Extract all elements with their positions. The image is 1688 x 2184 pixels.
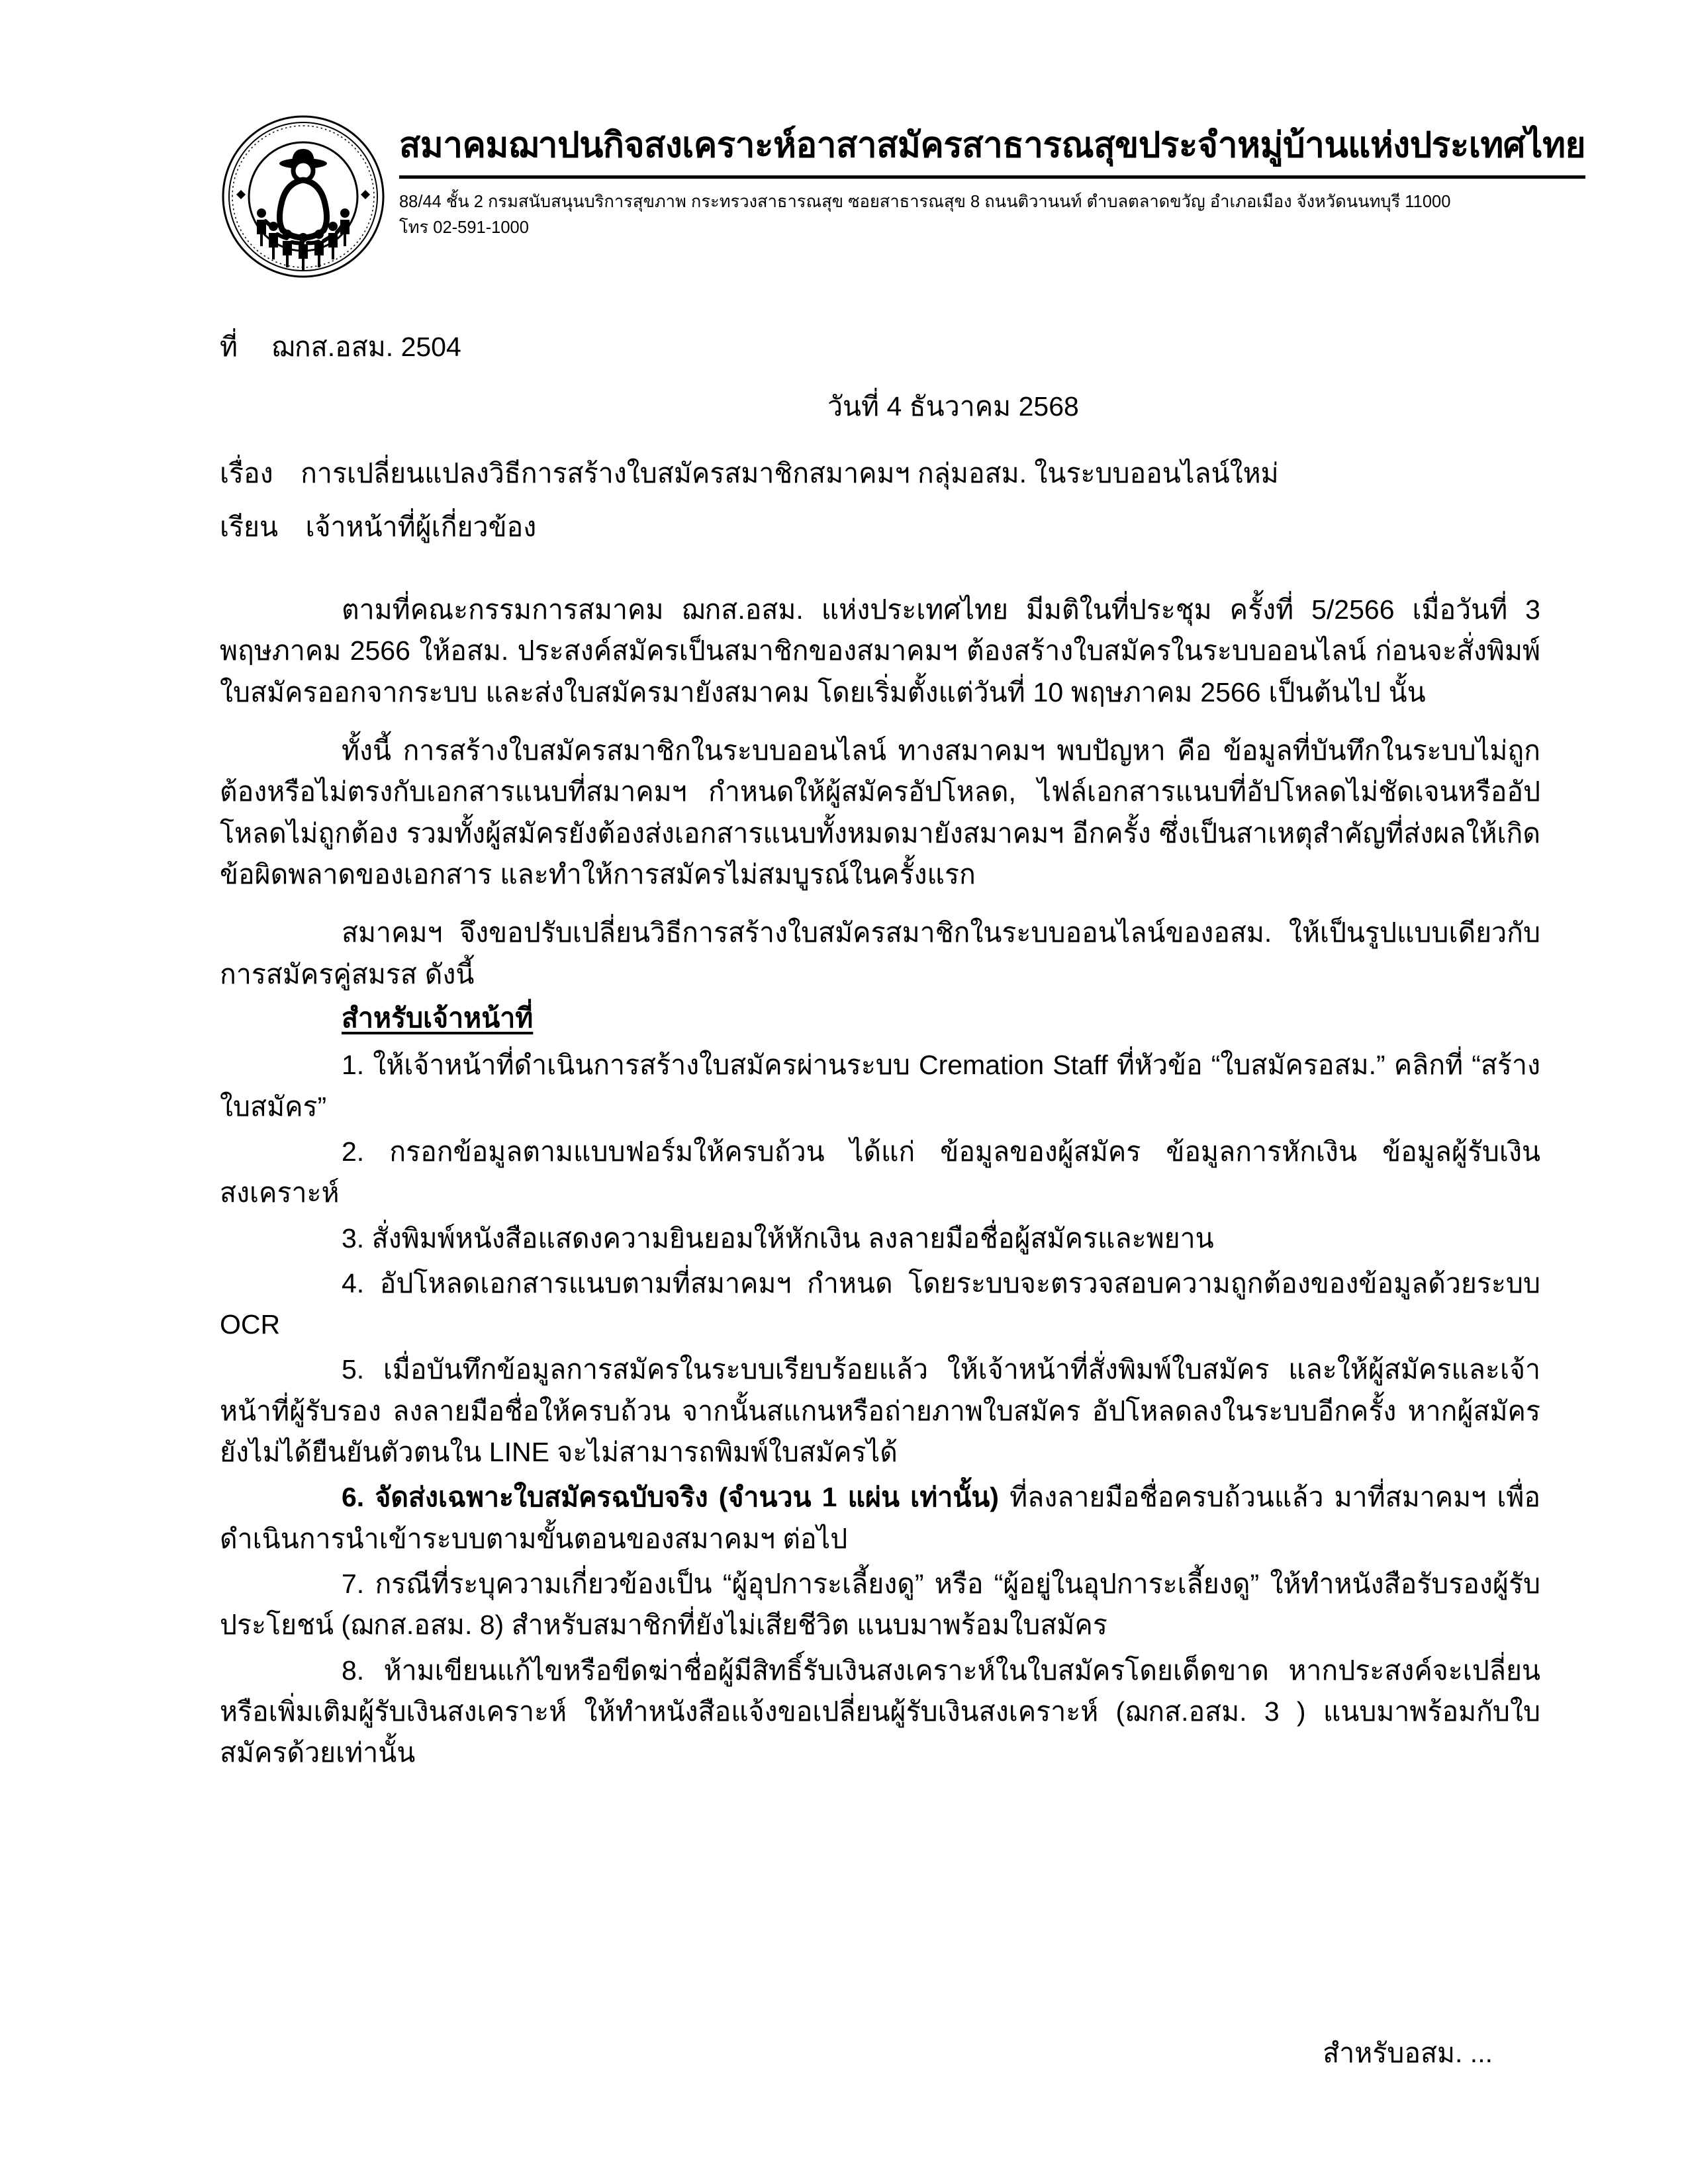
list-item: 2. กรอกข้อมูลตามแบบฟอร์มให้ครบถ้วน ได้แก่ ข้อมูลของผู้สมัคร ข้อมูลการหักเงิน ข้อมูลผู้รับเงินสงเคราะห์ xyxy=(220,1136,1540,1208)
association-seal-icon xyxy=(220,114,386,279)
organization-address: 88/44 ชั้น 2 กรมสนับสนุนบริการสุขภาพ กระทรวงสาธารณสุข ซอยสาธารณสุข 8 ถนนติวานนท์ ตำบลตลาดขวัญ อำเภอเมือง จังหวัดนนทบุรี 11000 xyxy=(399,192,1451,211)
letterhead xyxy=(218,111,1586,279)
organization-phone: โทร 02-591-1000 xyxy=(399,218,529,238)
footer-note: สำหรับอสม. ... xyxy=(1323,2038,1493,2068)
section-heading-text: สำหรับเจ้าหน้าที่ xyxy=(342,1002,534,1033)
list-item: 8. ห้ามเขียนแก้ไขหรือขีดฆ่าชื่อผู้มีสิทธิ์รับเงินสงเคราะห์ในใบสมัครโดยเด็ดขาด หากประสงค์จะเปลี่ยนหรือเพิ่มเติมผู้รับเงินสงเคราะห์ ให้ทำหนังสือแจ้งขอเปลี่ยนผู้รับเงินสงเคราะห์ (ฌกส.อสม. 3 ) แนบมาพร้อมกับใบสมัครด้วยเท่านั้น xyxy=(220,1655,1540,1768)
list-item: 4. อัปโหลดเอกสารแนบตามที่สมาคมฯ กำหนด โดยระบบจะตรวจสอบความถูกต้องของข้อมูลด้วยระบบ OCR xyxy=(220,1267,1540,1340)
letter-body xyxy=(220,589,1540,1778)
reference-number: ฌกส.อสม. 2504 xyxy=(271,332,461,362)
letterhead-text xyxy=(387,111,1585,242)
organization-name: สมาคมฌาปนกิจสงเคราะห์อาสาสมัครสาธารณสุขประจำหมู่บ้านแห่งประเทศไทย xyxy=(399,126,1586,165)
list-item: 5. เมื่อบันทึกข้อมูลการสมัครในระบบเรียบร้อยแล้ว ให้เจ้าหน้าที่สั่งพิมพ์ใบสมัคร และให้ผู้สมัครและเจ้าหน้าที่ผู้รับรอง ลงลายมือชื่อให้ครบถ้วน จากนั้นสแกนหรือถ่ายภาพใบสมัคร อัปโหลดลงในระบบอีกครั้ง หากผู้สมัครยังไม่ได้ยืนยันตัวตนใน LINE จะไม่สามารถพิมพ์ใบสมัครได้ xyxy=(220,1354,1540,1468)
salutation-label: เรียน xyxy=(220,512,279,543)
list-item: 3. สั่งพิมพ์หนังสือแสดงความยินยอมให้หักเงิน ลงลายมือชื่อผู้สมัครและพยาน xyxy=(342,1222,1214,1253)
list-item-bold-part: 6. จัดส่งเฉพาะใบสมัครฉบับจริง (จำนวน 1 แผ่น เท่านั้น) xyxy=(342,1482,999,1513)
list-item: 7. กรณีที่ระบุความเกี่ยวข้องเป็น “ผู้อุปการะเลี้ยงดู” หรือ “ผู้อยู่ในอุปการะเลี้ยงดู” ให้ทำหนังสือรับรองผู้รับประโยชน์ (ฌกส.อสม. 8) สำหรับสมาชิกที่ยังไม่เสียชีวิต แนบมาพร้อมใบสมัคร xyxy=(220,1569,1540,1641)
staff-instruction-list xyxy=(220,1044,1540,1773)
list-item xyxy=(220,1477,1540,1559)
body-paragraph-1: ตามที่คณะกรรมการสมาคม ฌกส.อสม. แห่งประเทศไทย มีมติในที่ประชุม ครั้งที่ 5/2566 เมื่อวันที่ 3 พฤษภาคม 2566 ให้อสม. ประสงค์สมัครเป็นสมาชิกของสมาคมฯ ต้องสร้างใบสมัครในระบบออนไลน์ ก่อนจะสั่งพิมพ์ใบสมัครออกจากระบบ และส่งใบสมัครมายังสมาคม โดยเริ่มตั้งแต่วันที่ 10 พฤษภาคม 2566 เป็นต้นไป นั้น xyxy=(220,594,1540,707)
subject-and-salutation xyxy=(220,455,1544,563)
list-item: 1. ให้เจ้าหน้าที่ดำเนินการสร้างใบสมัครผ่านระบบ Cremation Staff ที่หัวข้อ “ใบสมัครอสม.” คลิกที่ “สร้างใบสมัคร” xyxy=(220,1050,1540,1122)
salutation-value: เจ้าหน้าที่ผู้เกี่ยวข้อง xyxy=(305,512,537,543)
salutation-row xyxy=(220,509,1544,545)
reference-label: ที่ xyxy=(220,332,238,362)
subject-row xyxy=(220,455,1544,492)
body-paragraph-2: ทั้งนี้ การสร้างใบสมัครสมาชิกในระบบออนไลน์ ทางสมาคมฯ พบปัญหา คือ ข้อมูลที่บันทึกในระบบไม่ถูกต้องหรือไม่ตรงกับเอกสารแนบที่สมาคมฯ กำหนดให้ผู้สมัครอัปโหลด, ไฟล์เอกสารแนบที่อัปโหลดไม่ชัดเจนหรืออัปโหลดไม่ถูกต้อง รวมทั้งผู้สมัครยังต้องส่งเอกสารแนบทั้งหมดมายังสมาคมฯ อีกครั้ง ซึ่งเป็นสาเหตุสำคัญที่ส่งผลให้เกิดข้อผิดพลาดของเอกสาร และทำให้การสมัครไม่สมบูรณ์ในครั้งแรก xyxy=(220,735,1540,889)
list-item-rest-part: ที่ลงลายมือชื่อครบถ้วนแล้ว มาที่สมาคมฯ เพื่อดำเนินการนำเข้าระบบตามขั้นตอนของสมาคมฯ ต่อไป xyxy=(220,1482,1541,1554)
document-reference xyxy=(220,331,461,363)
document-date: วันที่ 4 ธันวาคม 2568 xyxy=(827,391,1079,422)
letterhead-divider xyxy=(399,175,1585,179)
subject-value: การเปลี่ยนแปลงวิธีการสร้างใบสมัครสมาชิกสมาคมฯ กลุ่มอสม. ในระบบออนไลน์ใหม่ xyxy=(301,458,1279,488)
subject-label: เรื่อง xyxy=(220,458,273,488)
section-heading-for-staff xyxy=(220,999,1540,1038)
body-paragraph-3: สมาคมฯ จึงขอปรับเปลี่ยนวิธีการสร้างใบสมัครสมาชิกในระบบออนไลน์ของอสม. ให้เป็นรูปแบบเดียวกับการสมัครคู่สมรส ดังนี้ xyxy=(220,917,1540,989)
organization-logo xyxy=(218,111,387,279)
